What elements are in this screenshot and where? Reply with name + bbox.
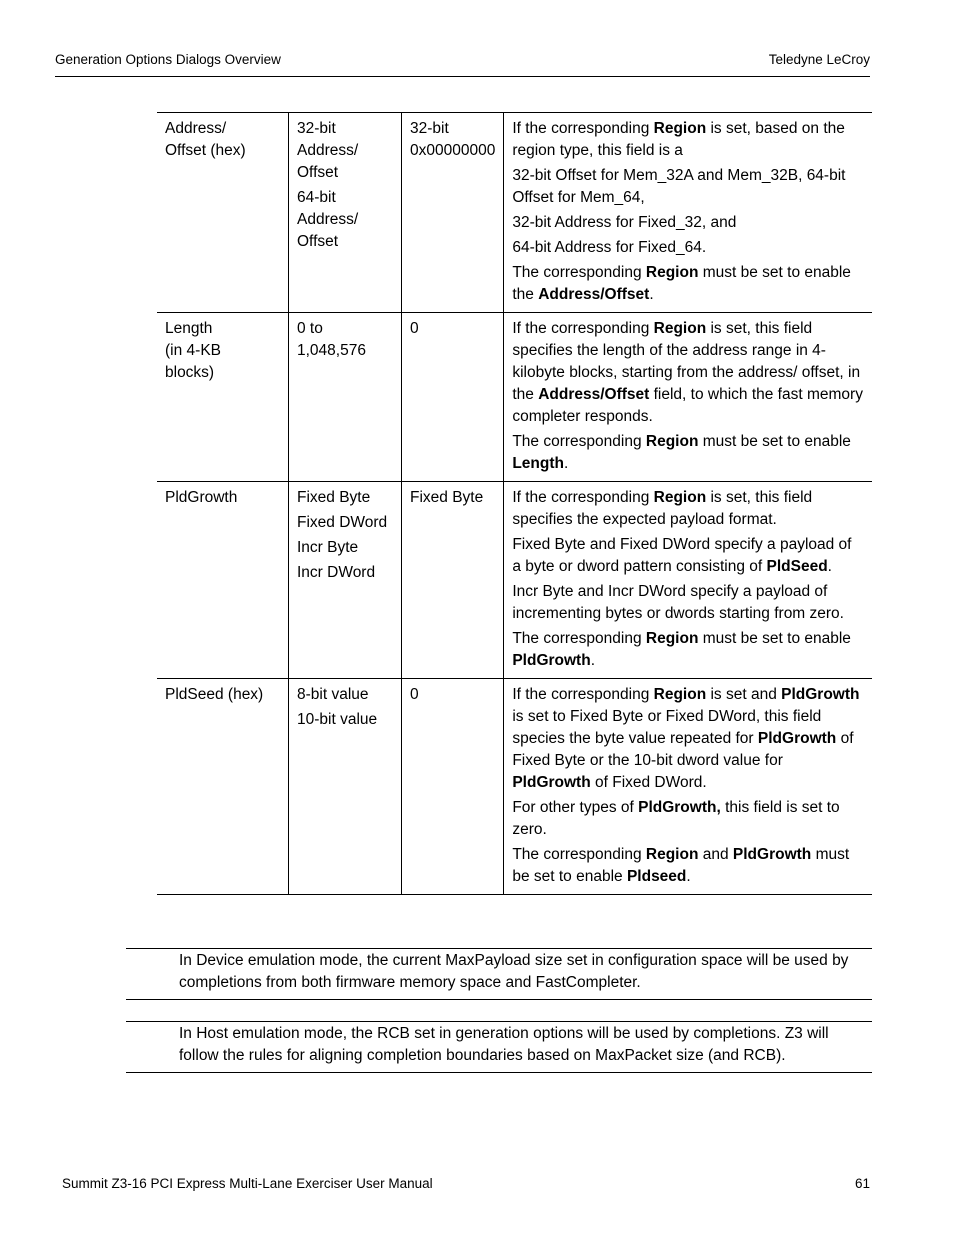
description-text: The corresponding	[512, 846, 646, 863]
description-paragraph	[512, 534, 864, 578]
parameter-range-value: Incr Byte	[297, 539, 359, 556]
description-text: If the corresponding	[512, 686, 654, 703]
description-text: 32-bit Address for Fixed_32, and	[512, 214, 737, 231]
parameter-name-line: blocks)	[165, 364, 215, 381]
description-paragraph	[512, 262, 864, 306]
bold-term: Address/Offset	[538, 286, 650, 303]
bold-term: PldGrowth	[781, 686, 860, 703]
parameter-name-line: Offset (hex)	[165, 142, 246, 159]
bold-term: Address/Offset	[538, 386, 650, 403]
description-text: field, to which the fast memory completer responds.	[512, 386, 863, 425]
bold-term: Length	[512, 455, 564, 472]
bold-term: Region	[645, 630, 699, 647]
bold-term: PldSeed	[766, 558, 828, 575]
description-text: is set, based on the region type, this field is a	[512, 120, 845, 159]
bold-term: Pldseed	[626, 868, 687, 885]
description-text: is set and	[706, 686, 782, 703]
parameter-default-value: 0	[410, 686, 419, 703]
description-text: Incr Byte and Incr DWord specify a payload of incrementing bytes or dwords starting from zero.	[512, 583, 844, 622]
description-text: If the corresponding	[512, 320, 654, 337]
note-text: In Device emulation mode, the current MaxPayload size set in configuration space will be used by completions from both firmware memory space and FastCompleter.	[179, 952, 849, 991]
description-text: .	[827, 558, 832, 575]
parameter-range-value: 8-bit value	[297, 686, 369, 703]
parameter-range-value: 10-bit value	[297, 711, 378, 728]
description-paragraph	[512, 581, 864, 625]
bold-term: Region	[653, 120, 707, 137]
parameter-table	[157, 112, 872, 895]
header-company: Teledyne LeCroy	[768, 52, 870, 67]
description-paragraph	[512, 165, 864, 209]
parameter-name-line: (in 4-KB	[165, 342, 221, 359]
parameter-name-line: PldGrowth	[165, 489, 238, 506]
parameter-range-cell	[289, 113, 402, 313]
description-text: The corresponding	[512, 630, 646, 647]
description-text: The corresponding	[512, 433, 646, 450]
description-text: this field is set to zero.	[512, 799, 840, 838]
description-paragraph	[512, 844, 864, 888]
bold-term: Region	[653, 489, 707, 506]
note-device-emulation	[126, 948, 872, 1000]
description-text: is set to Fixed Byte or Fixed DWord, this field species the byte value repeated for	[512, 708, 822, 747]
page-number: 61	[854, 1176, 870, 1191]
parameter-range-value: 64-bit Address/ Offset	[297, 189, 359, 250]
description-text: of Fixed Byte or the 10-bit dword value for	[512, 730, 854, 769]
description-text: must be set to enable	[698, 630, 851, 647]
description-text: 64-bit Address for Fixed_64.	[512, 239, 707, 256]
parameter-name-cell	[157, 113, 289, 313]
parameter-range-cell	[289, 679, 402, 895]
description-text: of Fixed DWord.	[590, 774, 707, 791]
parameter-name-cell	[157, 679, 289, 895]
description-text: .	[590, 652, 595, 669]
parameter-range-value: Incr DWord	[297, 564, 376, 581]
page-footer	[62, 1176, 870, 1191]
table-row	[157, 113, 872, 313]
description-text: 32-bit Offset for Mem_32A and Mem_32B, 64-bit Offset for Mem_64,	[512, 167, 846, 206]
parameter-name-cell	[157, 313, 289, 482]
parameter-range-value: Fixed Byte	[297, 489, 371, 506]
description-paragraph	[512, 212, 864, 234]
description-paragraph	[512, 487, 864, 531]
description-text: .	[649, 286, 654, 303]
description-paragraph	[512, 684, 864, 794]
description-text: If the corresponding	[512, 120, 654, 137]
description-paragraph	[512, 118, 864, 162]
parameter-default-cell	[402, 679, 504, 895]
bold-term: PldGrowth	[512, 774, 591, 791]
description-text: must be set to enable	[512, 846, 850, 885]
parameter-default-value: 32-bit 0x00000000	[410, 120, 496, 159]
parameter-description-cell	[504, 679, 872, 895]
bold-term: PldGrowth,	[638, 799, 721, 816]
table-row	[157, 679, 872, 895]
parameter-range-value: 32-bit Address/ Offset	[297, 120, 359, 181]
bold-term: Region	[645, 433, 699, 450]
parameter-name-line: Address/	[165, 120, 227, 137]
parameter-table-body	[157, 113, 872, 895]
description-text: is set, this field specifies the length of the address range in 4-kilobyte blocks, starting from the address/ offset, in the	[512, 320, 861, 403]
description-text: The corresponding	[512, 264, 646, 281]
description-text: must be set to enable the	[512, 264, 851, 303]
bold-term: PldGrowth	[732, 846, 812, 863]
description-paragraph	[512, 431, 864, 475]
parameter-range-value: Fixed DWord	[297, 514, 388, 531]
footer-manual-title: Summit Z3-16 PCI Express Multi-Lane Exerciser User Manual	[62, 1176, 433, 1191]
description-text: and	[698, 846, 733, 863]
description-paragraph	[512, 797, 864, 841]
parameter-name-cell	[157, 482, 289, 679]
description-paragraph	[512, 628, 864, 672]
bold-term: Region	[653, 686, 707, 703]
description-paragraph	[512, 318, 864, 428]
parameter-description-cell	[504, 313, 872, 482]
parameter-range-cell	[289, 313, 402, 482]
description-text: .	[563, 455, 569, 472]
parameter-default-cell	[402, 113, 504, 313]
table-row	[157, 313, 872, 482]
description-text: is set, this field specifies the expected payload format.	[512, 489, 813, 528]
bold-term: Region	[653, 320, 707, 337]
description-paragraph	[512, 237, 864, 259]
parameter-default-cell	[402, 482, 504, 679]
description-text: Fixed Byte and Fixed DWord specify a payload of a byte or dword pattern consisting of	[512, 536, 852, 575]
note-text: In Host emulation mode, the RCB set in generation options will be used by completions. Z3 will follow the rules for aligning completion boundaries based on MaxPacket size (and RCB).	[179, 1025, 829, 1064]
parameter-description-cell	[504, 113, 872, 313]
header-section-title: Generation Options Dialogs Overview	[55, 52, 281, 67]
bold-term: PldGrowth	[757, 730, 837, 747]
bold-term: PldGrowth	[512, 652, 591, 669]
description-text: If the corresponding	[512, 489, 654, 506]
bold-term: Region	[645, 264, 699, 281]
page-header	[55, 52, 870, 77]
parameter-default-cell	[402, 313, 504, 482]
parameter-range-value: 0 to 1,048,576	[297, 320, 366, 359]
bold-term: Region	[645, 846, 699, 863]
parameter-description-cell	[504, 482, 872, 679]
parameter-name-line: PldSeed (hex)	[165, 686, 264, 703]
table-row	[157, 482, 872, 679]
note-host-emulation	[126, 1021, 872, 1073]
parameter-default-value: Fixed Byte	[410, 489, 484, 506]
description-text: must be set to enable	[698, 433, 851, 450]
description-text: .	[686, 868, 691, 885]
parameter-default-value: 0	[410, 320, 419, 337]
parameter-range-cell	[289, 482, 402, 679]
parameter-name-line: Length	[165, 320, 213, 337]
description-text: For other types of	[512, 799, 639, 816]
